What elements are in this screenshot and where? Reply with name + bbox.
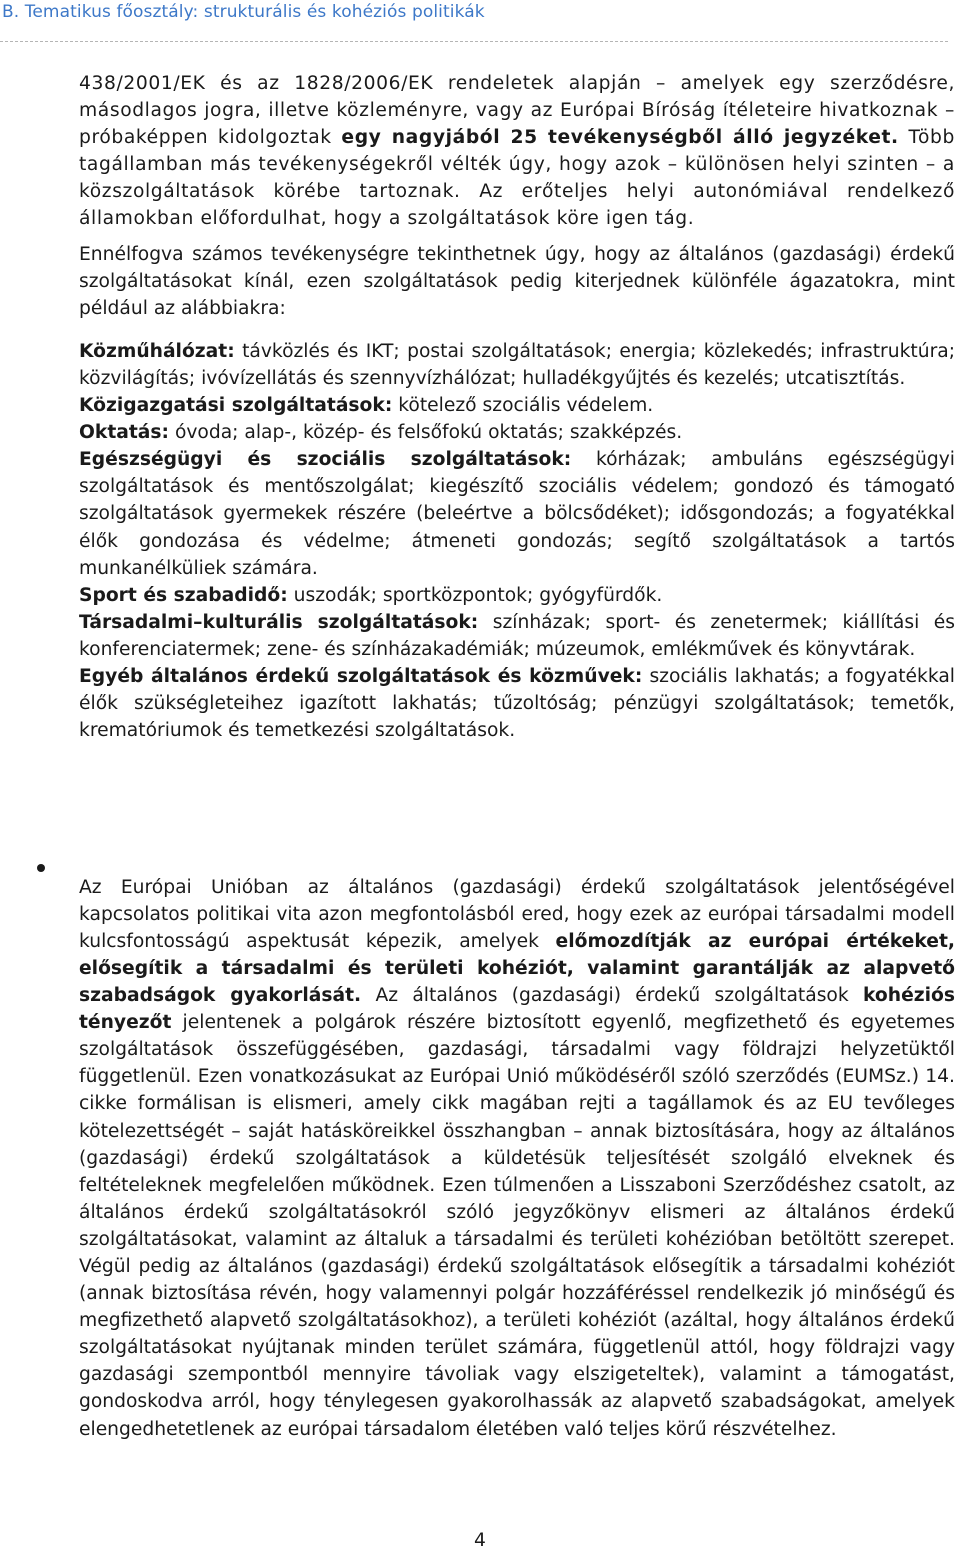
bullet-paragraph [79,855,955,1461]
sector-label: Közigazgatási szolgáltatások: [79,395,393,417]
intro-paragraph [79,70,955,233]
sector-item [79,446,955,581]
sectors-intro-paragraph: Ennélfogva számos tevékenységre tekinthetnek úgy, hogy az általános (gazdasági) érdekű szolgáltatásokat kínál, ezen szolgáltatások pedig kiterjednek különféle ágazatokra, mint például az alábbiakra: [79,243,955,319]
bullet-icon [37,864,45,872]
sector-text: óvoda; alap-, közép- és felsőfokú oktatás; szakképzés. [169,422,683,444]
sector-item [79,338,955,392]
sector-text: kötelező szociális védelem. [392,395,654,417]
sector-label: Oktatás: [79,422,169,444]
sector-text: szociális lakhatás; a fogyatékkal élők szükségleteihez igazított lakhatás; tűzoltóság; pénzügyi szolgáltatások; temetők, krematóriumok és temetkezési szolgáltatások. [79,665,955,742]
sector-item [79,663,955,744]
page-number: 4 [474,1530,486,1551]
header-title: B. Tematikus főosztály: strukturális és kohéziós politikák [2,2,485,22]
main-content [79,70,955,744]
header-divider [0,41,948,42]
sector-label: Társadalmi–kulturális szolgáltatások: [79,611,479,633]
sector-text: kórházak; ambuláns egészségügyi szolgáltatások és mentőszolgálat; kiegészítő szociális védelem; gondozó és támogató szolgáltatások gyermekek részére (beleértve a bölcsődéket); idősgondozás; a fogyatékkal élők gondozása és védelme; átmeneti gondozás; segítő szolgáltatások a tartós munkanélküliek számára. [79,449,956,579]
sector-item [79,609,955,663]
intro-bold: egy nagyjából 25 tevékenységből álló jegyzéket. [341,127,899,149]
running-header [0,0,960,40]
sector-label: Közműhálózat: [79,340,235,362]
sector-text: színházak; sport- és zenetermek; kiállítási és konferenciatermek; zene- és színházakadémiák; múzeumok, emlékművek és könyvtárak. [79,611,955,660]
sector-text: uszodák; sportközpontok; gyógyfürdők. [287,584,663,606]
bullet-text-3: jelentenek a polgárok részére biztosított egyenlő, megfizethető és egyetemes szolgáltatások összefüggésében, gazdasági, társadalmi vagy földrajzi helyzetüktől függetlenül. Ezen vonatkozásukat az Európai Unió működéséről szóló szerződés (EUMSz.) 14. cikke formálisan is elismeri, amely cikk magában rejti a tagállamok és az EU tevőleges kötelezettségét – saját hatásköreikkel összhangban – annak biztosítására, hogy az általános (gazdasági) érdekű szolgáltatások a küldetésük teljesítését szolgáló elveknek és feltételeknek megfelelően működnek. Ezen túlmenően a Lisszaboni Szerződéshez csatolt, az általános érdekű szolgáltatásokról szóló jegyzőkönyv elismeri az általános érdekű szolgáltatásokat, valamint az általuk a társadalmi és területi kohézióban betöltött szerepet. Végül pedig az általános (gazdasági) érdekű szolgáltatások elősegítik a társadalmi kohéziót (annak biztosítása révén, hogy valamennyi polgár hozzáféréssel rendelkezik jó minőségű és megfizethető alapvető szolgáltatásokhoz), a területi kohéziót (azáltal, hogy általános érdekű szolgáltatásokat nyújtanak minden terület számára, függetlenül attól, hogy földrajzi vagy gazdasági szempontból mennyire távoliak vagy elszigeteltek), valamint a támogatást, gondoskodva arról, hogy ténylegesen gyakorolhassák az alapvető szabadságokat, amelyek elengedhetetlenek az európai társadalom életében való teljes körű részvételhez. [79,1012,955,1440]
bullet-bold-1: előmozdítják az európai értékeket, elősegítik a társadalmi és területi kohéziót, valamint garantálják az alapvető szabadságok gyakorlását. [79,930,955,1007]
bullet-text [79,874,955,1443]
sector-item [79,582,955,609]
bullet-bold-2: kohéziós tényezőt [79,985,955,1034]
sector-item [79,419,955,446]
bullet-text-1: Az Európai Unióban az általános (gazdasági) érdekű szolgáltatások jelentőségével kapcsolatos politikai vita azon megfontolásból ered, hogy ezek az európai társadalmi modell kulcsfontosságú aspektusát képezik, amelyek [79,876,955,952]
sector-item [79,392,955,419]
sector-text: távközlés és IKT; postai szolgáltatások; energia; közlekedés; infrastruktúra; közvilágítás; ivóvízellátás és szennyvízhálózat; hulladékgyűjtés és kezelés; utcatisztítás. [79,340,955,389]
sector-label: Egyéb általános érdekű szolgáltatások és közművek: [79,665,643,687]
intro-text-1: 438/2001/EK és az 1828/2006/EK rendeletek alapján – amelyek egy szerződésre, másodlagos jogra, illetve közleményre, vagy az Európai Bíróság ítéleteire hivatkoznak – próbaképpen kidolgoztak [79,73,955,149]
sector-label: Sport és szabadidő: [79,584,288,606]
bullet-text-2: Az általános (gazdasági) érdekű szolgáltatások [361,985,863,1007]
sector-label: Egészségügyi és szociális szolgáltatások: [79,449,572,471]
intro-text-2: Több tagállamban más tevékenységekről vélték úgy, hogy azok – különösen helyi szinten – a közszolgáltatások körébe tartoznak. Az erőteljes helyi autonómiával rendelkező államokban előfordulhat, hogy a szolgáltatások köre igen tág. [79,127,955,230]
